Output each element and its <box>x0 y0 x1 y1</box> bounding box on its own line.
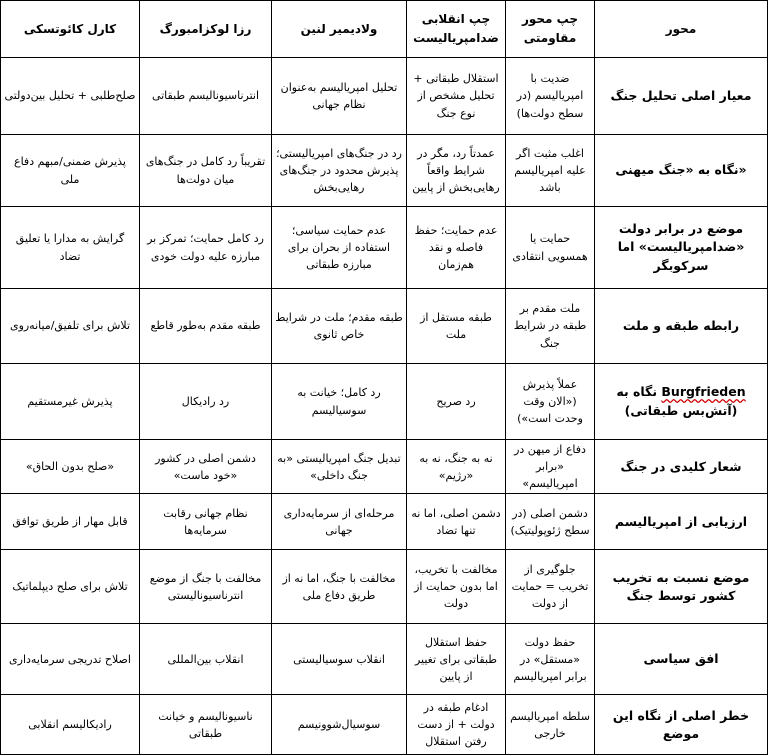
kautsky-cell: «صلح بدون الحاق» <box>1 440 140 494</box>
table-row <box>1 207 768 289</box>
kautsky-cell: صلح‌طلبی + تحلیل بین‌دولتی <box>1 58 140 135</box>
left-resistance-cell: ملت مقدم بر طبقه در شرایط جنگ <box>506 289 595 364</box>
luxemburg-cell: رد رادیکال <box>140 364 272 440</box>
kautsky-cell: قابل مهار از طریق توافق <box>1 494 140 550</box>
lenin-cell: عدم حمایت سیاسی؛ استفاده از بحران برای مبارزه طبقاتی <box>272 207 407 289</box>
anti-imperialist-left-cell: عمدتاً رد، مگر در شرایط واقعاً رهایی‌بخش از پایین <box>407 135 506 207</box>
left-resistance-cell: دفاع از میهن در «برابر امپریالیسم» <box>506 440 595 494</box>
left-resistance-cell: اغلب مثبت اگر علیه امپریالیسم باشد <box>506 135 595 207</box>
anti-imperialist-left-cell: نه به جنگ، نه به «رژیم» <box>407 440 506 494</box>
kautsky-cell: تلاش برای صلح دیپلماتیک <box>1 550 140 624</box>
kautsky-cell: پذیرش ضمنی/مبهم دفاع ملی <box>1 135 140 207</box>
axis-cell: موضع در برابر دولت «ضدامپریالیست» اما سرکوبگر <box>595 207 768 289</box>
anti-imperialist-left-cell: طبقه مستقل از ملت <box>407 289 506 364</box>
luxemburg-cell: طبقه مقدم به‌طور قاطع <box>140 289 272 364</box>
anti-imperialist-left-cell: رد صریح <box>407 364 506 440</box>
kautsky-cell: گرایش به مدارا یا تعلیق تضاد <box>1 207 140 289</box>
luxemburg-cell: نظام جهانی رقابت سرمایه‌ها <box>140 494 272 550</box>
axis-cell: شعار کلیدی در جنگ <box>595 440 768 494</box>
lenin-cell: سوسیال‌شوونیسم <box>272 695 407 755</box>
axis-cell: افق سیاسی <box>595 624 768 695</box>
header-axis: محور <box>595 1 768 58</box>
lenin-cell: تبدیل جنگ امپریالیستی «به جنگ داخلی» <box>272 440 407 494</box>
lenin-cell: مخالفت با جنگ، اما نه از طریق دفاع ملی <box>272 550 407 624</box>
luxemburg-cell: رد کامل حمایت؛ تمرکز بر مبارزه علیه دولت خودی <box>140 207 272 289</box>
lenin-cell: طبقه مقدم؛ ملت در شرایط خاص ثانوی <box>272 289 407 364</box>
table-row <box>1 550 768 624</box>
left-resistance-cell: حفظ دولت «مستقل» در برابر امپریالیسم <box>506 624 595 695</box>
header-kautsky: کارل کائوتسکی <box>1 1 140 58</box>
table-row <box>1 624 768 695</box>
lenin-cell: تحلیل امپریالیسم به‌عنوان نظام جهانی <box>272 58 407 135</box>
left-resistance-cell: جلوگیری از تخریب = حمایت از دولت <box>506 550 595 624</box>
lenin-cell: رد کامل؛ خیانت به سوسیالیسم <box>272 364 407 440</box>
left-resistance-cell: عملاً پذیرش («الان وقت وحدت است») <box>506 364 595 440</box>
kautsky-cell: تلاش برای تلفیق/میانه‌روی <box>1 289 140 364</box>
axis-cell: ارزیابی از امپریالیسم <box>595 494 768 550</box>
table-row <box>1 440 768 494</box>
kautsky-cell: رادیکالیسم انقلابی <box>1 695 140 755</box>
table-row <box>1 494 768 550</box>
left-resistance-cell: ضدیت با امپریالیسم (در سطح دولت‌ها) <box>506 58 595 135</box>
left-resistance-cell: حمایت یا همسویی انتقادی <box>506 207 595 289</box>
axis-label-text <box>616 384 745 399</box>
axis-cell: معیار اصلی تحلیل جنگ <box>595 58 768 135</box>
left-resistance-cell: سلطه امپریالیسم خارجی <box>506 695 595 755</box>
axis-label-post: نگاه به <box>616 384 658 400</box>
luxemburg-cell: انترناسیونالیسم طبقاتی <box>140 58 272 135</box>
header-lenin: ولادیمیر لنین <box>272 1 407 58</box>
anti-imperialist-left-cell: عدم حمایت؛ حفظ فاصله و نقد هم‌زمان <box>407 207 506 289</box>
axis-cell <box>595 364 768 440</box>
kautsky-cell: اصلاح تدریجی سرمایه‌داری <box>1 624 140 695</box>
axis-cell: خطر اصلی از نگاه این موضع <box>595 695 768 755</box>
table-row <box>1 289 768 364</box>
axis-label-line2: (آتش‌بس طبقاتی) <box>624 402 738 418</box>
anti-imperialist-left-cell: استقلال طبقاتی + تحلیل مشخص از نوع جنگ <box>407 58 506 135</box>
anti-imperialist-left-cell: دشمن اصلی، اما نه تنها تضاد <box>407 494 506 550</box>
axis-cell: «نگاه به «جنگ میهنی <box>595 135 768 207</box>
anti-imperialist-left-cell: ادغام طبقه در دولت + از دست رفتن استقلال <box>407 695 506 755</box>
lenin-cell: مرحله‌ای از سرمایه‌داری جهانی <box>272 494 407 550</box>
header-anti-imperialist-left: چپ انقلابی ضدامپریالیست <box>407 1 506 58</box>
table-row <box>1 58 768 135</box>
luxemburg-cell: مخالفت با جنگ از موضع انترناسیونالیستی <box>140 550 272 624</box>
luxemburg-cell: دشمن اصلی در کشور «خود ماست» <box>140 440 272 494</box>
anti-imperialist-left-cell: مخالفت با تخریب، اما بدون حمایت از دولت <box>407 550 506 624</box>
luxemburg-cell: انقلاب بین‌المللی <box>140 624 272 695</box>
header-left-resistance: چپ محور مقاومتی <box>506 1 595 58</box>
header-row <box>1 1 768 58</box>
anti-imperialist-left-cell: حفظ استقلال طبقاتی برای تغییر از پایین <box>407 624 506 695</box>
table-row <box>1 135 768 207</box>
left-resistance-cell: دشمن اصلی (در سطح ژئوپولیتیک) <box>506 494 595 550</box>
axis-cell: موضع نسبت به تخریب کشور توسط جنگ <box>595 550 768 624</box>
lenin-cell: رد در جنگ‌های امپریالیستی؛ پذیرش محدود در جنگ‌های رهایی‌بخش <box>272 135 407 207</box>
kautsky-cell: پذیرش غیرمستقیم <box>1 364 140 440</box>
header-luxemburg: رزا لوکزامبورگ <box>140 1 272 58</box>
luxemburg-cell: تقریباً رد کامل در جنگ‌های میان دولت‌ها <box>140 135 272 207</box>
burgfrieden-term: Burgfrieden <box>661 384 746 400</box>
table-row <box>1 695 768 755</box>
lenin-cell: انقلاب سوسیالیستی <box>272 624 407 695</box>
axis-cell: رابطه طبقه و ملت <box>595 289 768 364</box>
luxemburg-cell: ناسیونالیسم و خیانت طبقاتی <box>140 695 272 755</box>
table-row <box>1 364 768 440</box>
